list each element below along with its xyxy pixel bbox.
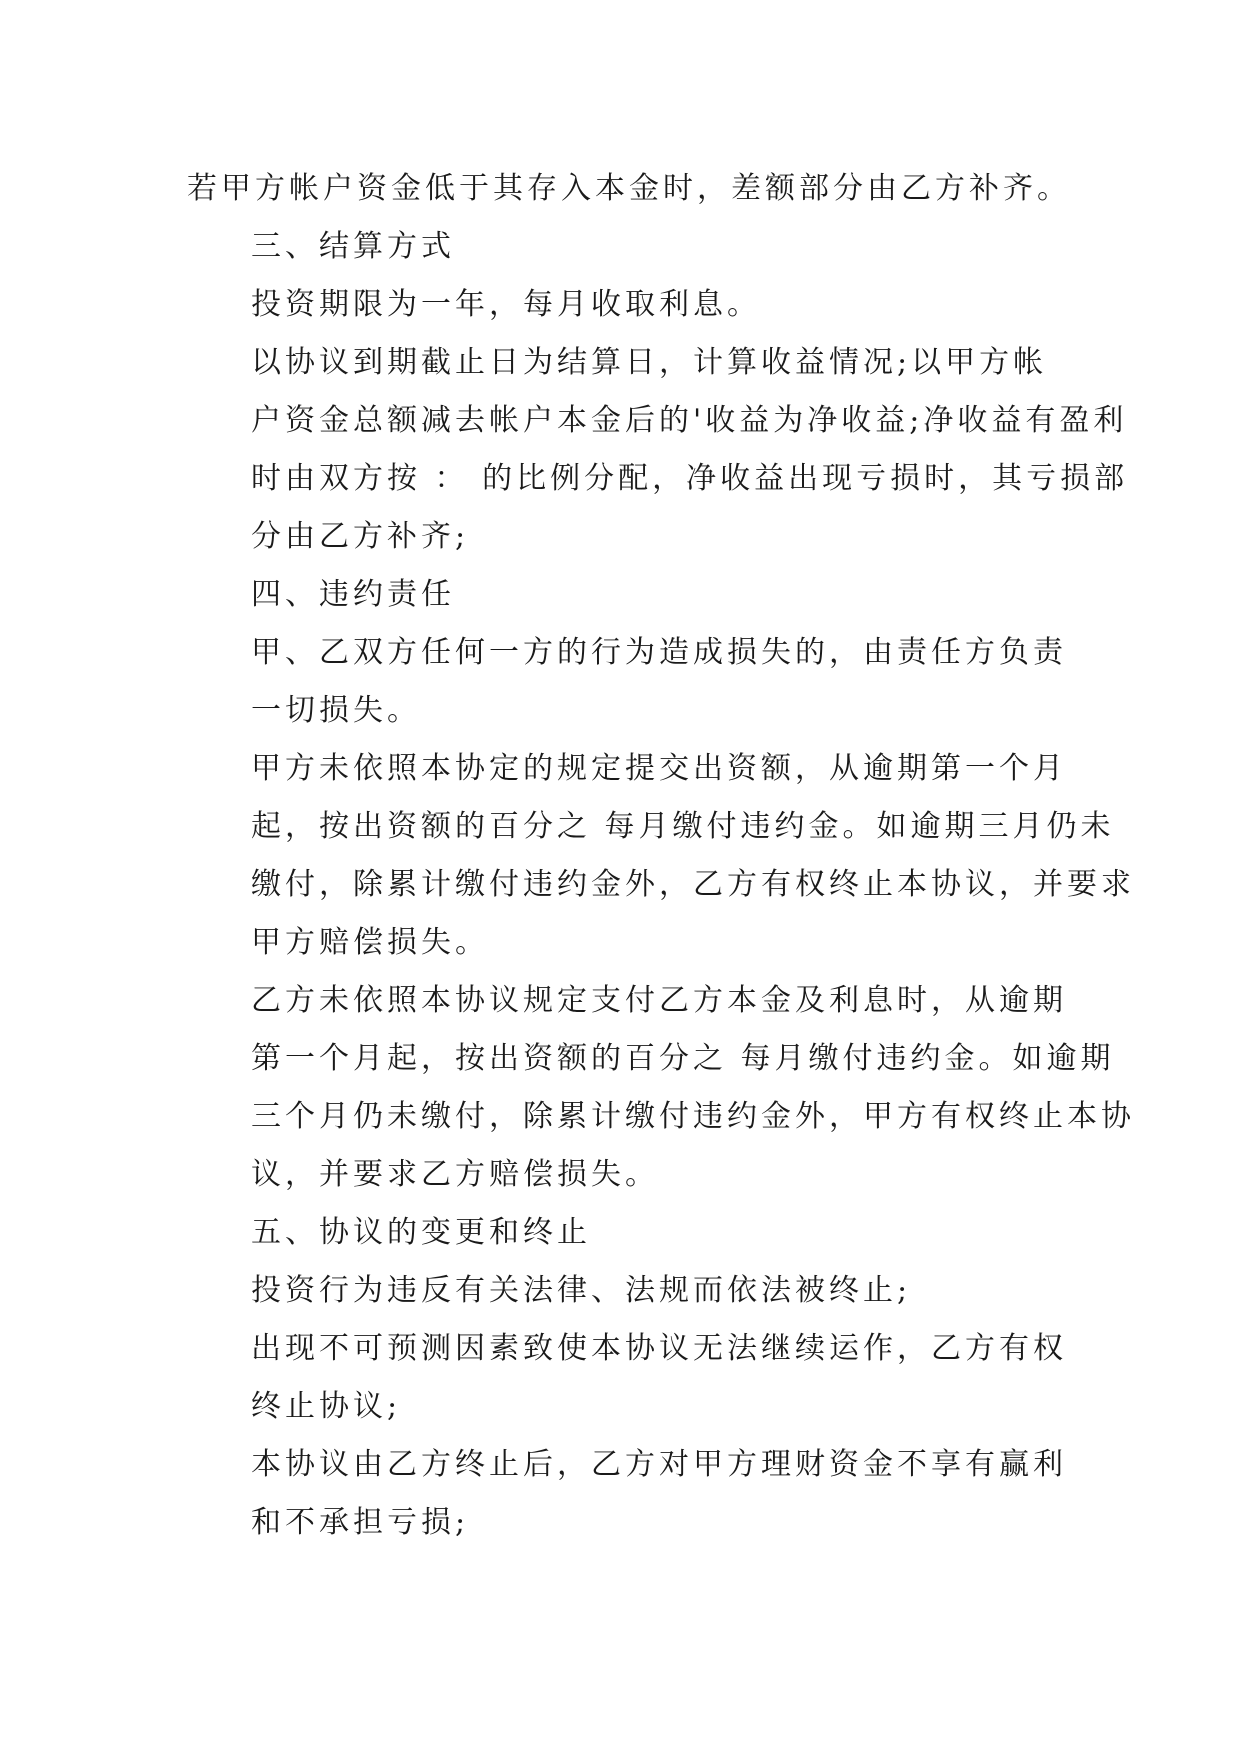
text-line: 乙方未依照本协议规定支付乙方本金及利息时，从逾期 <box>251 983 1067 1018</box>
text-line: 本协议由乙方终止后，乙方对甲方理财资金不享有赢利 <box>251 1447 1067 1482</box>
text-line: 投资期限为一年，每月收取利息。 <box>251 287 761 322</box>
paragraph-legal-termination <box>187 1262 1055 1320</box>
text-line: 四、违约责任 <box>251 577 455 612</box>
text-line: 以协议到期截止日为结算日，计算收益情况;以甲方帐 <box>251 345 1048 380</box>
text-line: 缴付，除累计缴付违约金外，乙方有权终止本协议，并要求 <box>251 867 1135 902</box>
text-line: 议，并要求乙方赔偿损失。 <box>251 1157 659 1192</box>
paragraph-unforeseeable-termination <box>187 1320 1067 1436</box>
text-line: 五、协议的变更和终止 <box>251 1215 591 1250</box>
section-heading-settlement <box>187 218 1055 276</box>
text-line: 三个月仍未缴付，除累计缴付违约金外，甲方有权终止本协 <box>251 1099 1135 1134</box>
text-line: 投资行为违反有关法律、法规而依法被终止; <box>251 1273 912 1308</box>
text-line: 户资金总额减去帐户本金后的'收益为净收益;净收益有盈利 <box>251 403 1128 438</box>
paragraph-party-b-default <box>187 972 1135 1204</box>
document-page <box>187 160 1135 1552</box>
text-line: 终止协议; <box>251 1389 402 1424</box>
text-line: 三、结算方式 <box>251 229 455 264</box>
paragraph-settlement-calculation <box>187 334 1129 566</box>
section-heading-termination <box>187 1204 1055 1262</box>
paragraph-investment-term <box>187 276 1055 334</box>
text-line: 第一个月起，按出资额的百分之 每月缴付违约金。如逾期 <box>251 1041 1115 1076</box>
text-line: 甲方赔偿损失。 <box>251 925 489 960</box>
paragraph-post-termination <box>187 1436 1067 1552</box>
text-line: 和不承担亏损; <box>251 1505 470 1540</box>
text-line: 时由双方按 ： 的比例分配，净收益出现亏损时，其亏损部 <box>251 461 1129 496</box>
section-heading-liability <box>187 566 1055 624</box>
text-line: 若甲方帐户资金低于其存入本金时，差额部分由乙方补齐。 <box>187 171 1071 206</box>
paragraph-balance-shortfall <box>187 160 1071 218</box>
text-line: 出现不可预测因素致使本协议无法继续运作，乙方有权 <box>251 1331 1067 1366</box>
text-line: 甲、乙双方任何一方的行为造成损失的，由责任方负责 <box>251 635 1067 670</box>
text-line: 起，按出资额的百分之 每月缴付违约金。如逾期三月仍未 <box>251 809 1115 844</box>
text-line: 一切损失。 <box>251 693 421 728</box>
paragraph-party-a-default <box>187 740 1135 972</box>
text-line: 分由乙方补齐; <box>251 519 470 554</box>
paragraph-general-liability <box>187 624 1067 740</box>
text-line: 甲方未依照本协定的规定提交出资额，从逾期第一个月 <box>251 751 1067 786</box>
